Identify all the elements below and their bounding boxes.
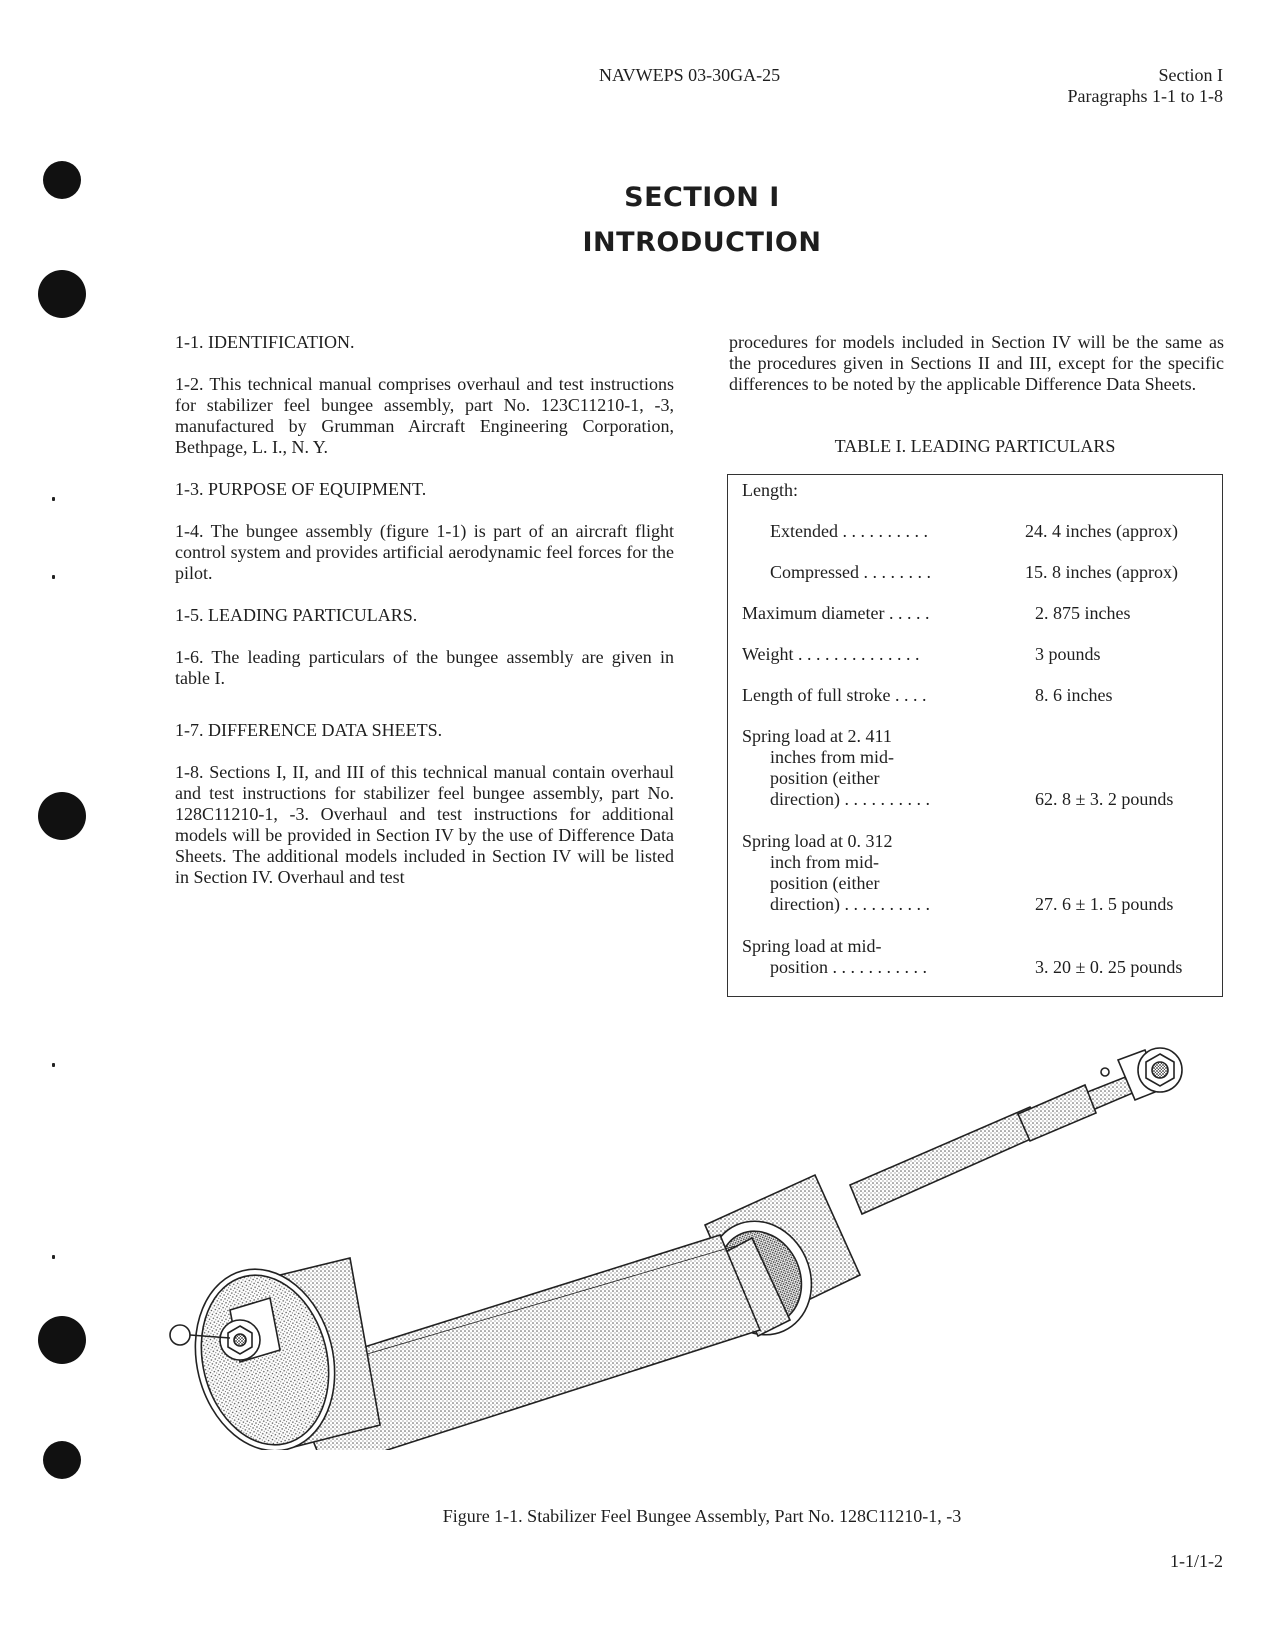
leader-dots: . . . . . . . . . . — [837, 521, 928, 541]
paragraph: 1-4. The bungee assembly (figure 1-1) is part of an aircraft flight control system and provides artificial aerodynamic feel forces for the pilot. — [175, 521, 674, 583]
paragraph-heading: 1-5. LEADING PARTICULARS. — [175, 605, 418, 625]
figure-caption: Figure 1-1. Stabilizer Feel Bungee Assembly, Part No. 128C11210-1, -3 — [442, 1506, 962, 1526]
row-label-line: Spring load at 0. 312 — [742, 831, 893, 851]
row-value: 24. 4 inches (approx) — [1025, 521, 1178, 541]
paragraph-heading: 1-1. IDENTIFICATION. — [175, 332, 355, 352]
row-value: 15. 8 inches (approx) — [1025, 562, 1178, 582]
scan-dot — [52, 1255, 55, 1259]
row-value: 3. 20 ± 0. 25 pounds — [1035, 957, 1183, 977]
row-value: 3 pounds — [1035, 644, 1101, 664]
right-column — [729, 332, 1224, 395]
row-label-line: direction) . . . . . . . . . . — [770, 789, 930, 809]
leader-dots: . . . . — [890, 685, 927, 705]
scan-dot — [52, 497, 55, 501]
left-end-cap — [170, 1254, 380, 1450]
paragraph: 1-2. This technical manual comprises overhaul and test instructions for stabilizer feel bungee assembly, part No. 123C11210-1, -3, manufactured by Grumman Aircraft Engineering Corporation, Bethpage, L. I., N. Y. — [175, 374, 674, 457]
table-row — [742, 831, 1210, 915]
page-number: 1-1/1-2 — [1170, 1551, 1223, 1571]
scan-dot — [52, 575, 55, 579]
row-label: Length of full stroke — [742, 685, 891, 705]
section-label: Section I — [1158, 65, 1223, 85]
leader-dots: . . . . . . . . . . . . . . — [793, 644, 920, 664]
row-label: Extended — [770, 521, 838, 541]
table-row — [742, 726, 1210, 810]
row-label-line: inch from mid- — [770, 852, 879, 872]
table-row — [742, 936, 1210, 978]
table-caption: TABLE I. LEADING PARTICULARS — [834, 436, 1116, 456]
row-value: 27. 6 ± 1. 5 pounds — [1035, 894, 1174, 914]
paragraph-heading: 1-3. PURPOSE OF EQUIPMENT. — [175, 479, 427, 499]
paragraph-heading: 1-7. DIFFERENCE DATA SHEETS. — [175, 720, 443, 740]
row-label-line: position (either — [770, 768, 880, 788]
row-label-line: Spring load at mid- — [742, 936, 882, 956]
leader-dots: . . . . . — [884, 603, 930, 623]
row-label-line: direction) . . . . . . . . . . — [770, 894, 930, 914]
scan-dot — [52, 1063, 55, 1067]
binder-hole — [38, 270, 86, 318]
right-rod-end — [1080, 1048, 1182, 1112]
piston-rod — [850, 1107, 1042, 1214]
row-label-line: position . . . . . . . . . . . — [770, 957, 928, 977]
bungee-assembly-illustration — [160, 1010, 1240, 1450]
document-number: NAVWEPS 03-30GA-25 — [599, 65, 781, 85]
row-label: Compressed — [770, 562, 859, 582]
section-subtitle: INTRODUCTION — [582, 227, 822, 258]
row-label-line: inches from mid- — [770, 747, 894, 767]
paragraphs-range: Paragraphs 1-1 to 1-8 — [1067, 86, 1223, 106]
binder-hole — [43, 1441, 81, 1479]
section-title: SECTION I — [624, 182, 780, 213]
paragraph: 1-8. Sections I, II, and III of this technical manual contain overhaul and test instructions for stabilizer feel bungee assembly, part No. 128C11210-1, -3. Overhaul and test instructions for additional models will be provided in Section IV by the use of Difference Data Sheets. The additional models included in Section IV will be listed in Section IV. Overhaul and test — [175, 762, 674, 887]
length-heading: Length: — [742, 480, 798, 500]
left-column — [175, 332, 674, 888]
row-value: 62. 8 ± 3. 2 pounds — [1035, 789, 1174, 809]
row-value: 8. 6 inches — [1035, 685, 1113, 705]
paragraph: 1-6. The leading particulars of the bungee assembly are given in table I. — [175, 647, 674, 688]
binder-hole — [38, 792, 86, 840]
leading-particulars-table — [727, 474, 1223, 997]
row-label-line: Spring load at 2. 411 — [742, 726, 892, 746]
rod-collar — [1018, 1085, 1096, 1141]
paragraph-continued: procedures for models included in Section IV will be the same as the procedures given in Sections II and III, except for the specific differences to be noted by the applicable Difference Data Sheets. — [729, 332, 1224, 394]
row-value: 2. 875 inches — [1035, 603, 1131, 623]
leader-dots: . . . . . . . . — [859, 562, 931, 582]
binder-hole — [38, 1316, 86, 1364]
row-label-line: position (either — [770, 873, 880, 893]
row-label: Weight — [742, 644, 794, 664]
row-label: Maximum diameter — [742, 603, 885, 623]
